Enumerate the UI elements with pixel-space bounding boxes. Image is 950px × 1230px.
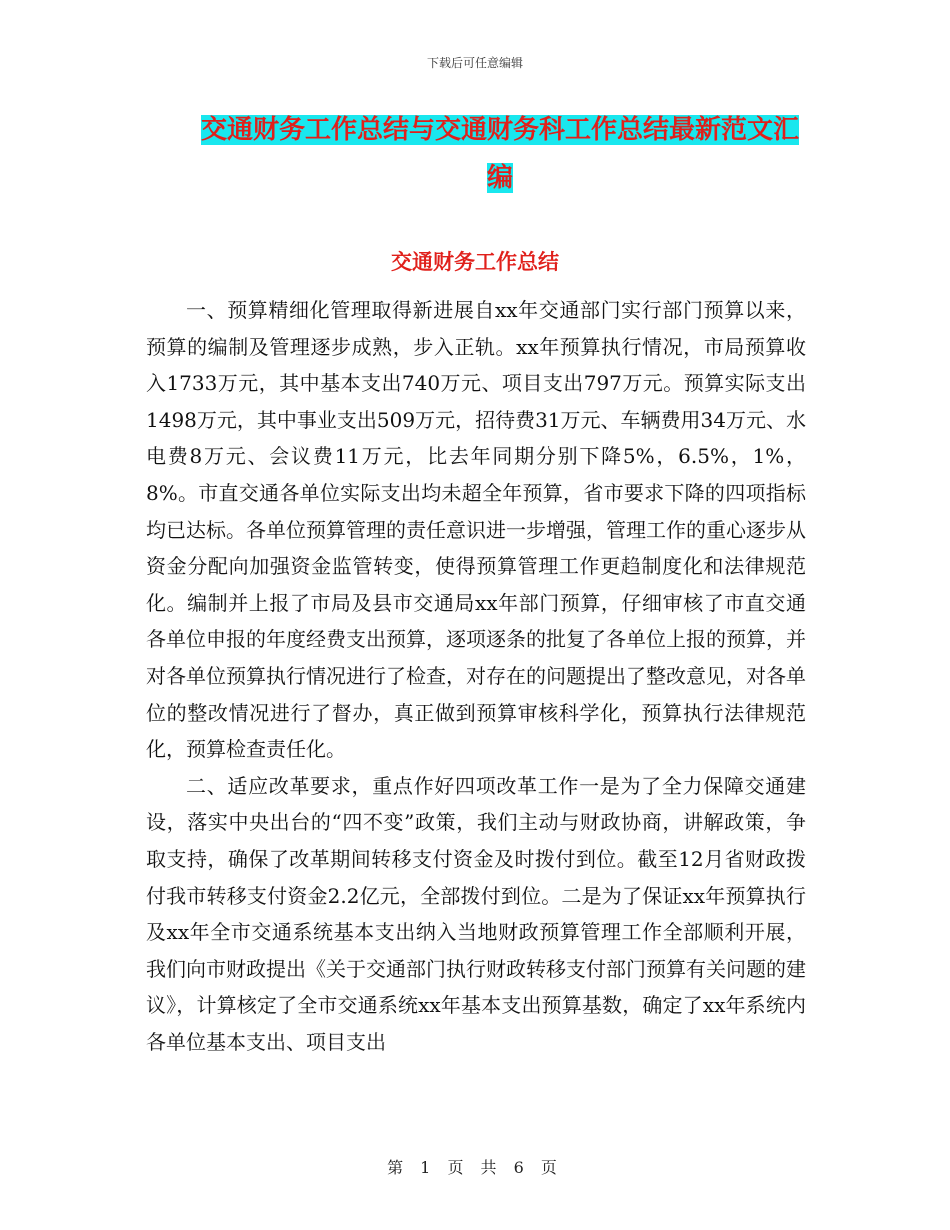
header-note: 下载后可任意编辑 (426, 56, 523, 70)
paragraph-2: 二、适应改革要求，重点作好四项改革工作一是为了全力保障交通建设，落实中央出台的“四不变”政策，我们主动与财政协商，讲解政策，争取支持，确保了改革期间转移支付资金及时拨付到位。截至12月省财政拨付我市转移支付资金2.2亿元，全部拨付到位。二是为了保证xx年预算执行及xx年全市交通系统基本支出纳入当地财政预算管理工作全部顺利开展，我们向市财政提出《关于交通部门执行财政转移支付部门预算有关问题的建议》，计算核定了全市交通系统xx年基本支出预算基数，确定了xx年系统内各单位基本支出、项目支出 (146, 773, 806, 1054)
document-title (190, 106, 810, 202)
section-title: 交通财务工作总结 (391, 250, 559, 274)
body-text (146, 292, 806, 1060)
document-title-text: 交通财务工作总结与交通财务科工作总结最新范文汇编 (200, 115, 799, 193)
page-footer: 第 1 页 共 6 页 (387, 1158, 563, 1177)
paragraph-1: 一、预算精细化管理取得新进展自xx年交通部门实行部门预算以来，预算的编制及管理逐步成熟，步入正轨。xx年预算执行情况，市局预算收入1733万元，其中基本支出740万元、项目支出797万元。预算实际支出1498万元，其中事业支出509万元，招待费31万元、车辆费用34万元、水电费8万元、会议费11万元，比去年同期分别下降5%，6.5%，1%，8%。市直交通各单位实际支出均未超全年预算，省市要求下降的四项指标均已达标。各单位预算管理的责任意识进一步增强，管理工作的重心逐步从资金分配向加强资金监管转变，使得预算管理工作更趋制度化和法律规范化。编制并上报了市局及县市交通局xx年部门预算，仔细审核了市直交通各单位申报的年度经费支出预算，逐项逐条的批复了各单位上报的预算，并对各单位预算执行情况进行了检查，对存在的问题提出了整改意见，对各单位的整改情况进行了督办，真正做到预算审核科学化，预算执行法律规范化，预算检查责任化。 (146, 298, 806, 762)
